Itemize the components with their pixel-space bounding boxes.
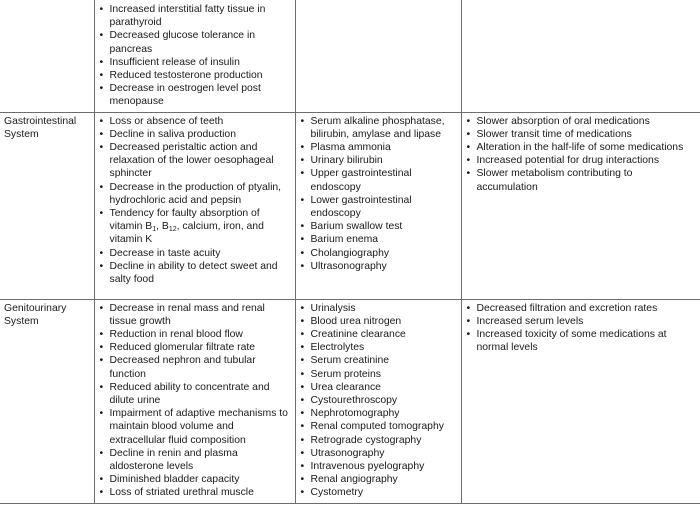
list-item: • Retrograde cystography — [300, 434, 457, 447]
list-item: • Serum creatinine — [300, 354, 457, 367]
list-item: • Increased interstitial fatty tissue in parathyroid — [99, 3, 291, 29]
list-item: • Electrolytes — [300, 341, 457, 354]
changes-list — [99, 3, 291, 109]
tests-list — [300, 302, 457, 500]
system-cell: Genitourinary System — [0, 299, 94, 503]
list-item: • Ultrasonography — [300, 260, 457, 273]
list-item: • Reduced testosterone production — [99, 69, 291, 82]
list-item: • Urea clearance — [300, 381, 457, 394]
list-item: • Decrease in taste acuity — [99, 247, 291, 260]
changes-list — [99, 302, 291, 500]
implications-cell — [461, 0, 700, 112]
list-item: • Plasma ammonia — [300, 141, 457, 154]
list-item: • Serum proteins — [300, 368, 457, 381]
list-item: • Impairment of adaptive mechanisms to maintain blood volume and extracellular fluid composition — [99, 407, 291, 447]
list-item: • Cystourethroscopy — [300, 394, 457, 407]
table-row-endocrine-continued — [0, 0, 700, 112]
list-item: • Decrease in oestrogen level post menopause — [99, 82, 291, 108]
list-item: • Reduced glomerular filtrate rate — [99, 341, 291, 354]
list-item: • Alteration in the half-life of some medications — [466, 141, 697, 154]
list-item: • Renal computed tomography — [300, 420, 457, 433]
list-item: • Loss or absence of teeth — [99, 115, 291, 128]
tests-list — [300, 115, 457, 273]
implications-cell — [461, 299, 700, 503]
subscript: 1 — [152, 226, 157, 234]
list-item: • Barium swallow test — [300, 220, 457, 233]
list-item: • Urinalysis — [300, 302, 457, 315]
list-item: • Decreased glucose tolerance in pancreas — [99, 29, 291, 55]
implications-list — [466, 302, 697, 355]
list-item: • Loss of striated urethral muscle — [99, 486, 291, 499]
list-item: • Slower metabolism contributing to accumulation — [466, 167, 697, 193]
list-item: • Insufficient release of insulin — [99, 56, 291, 69]
list-item: • Decline in ability to detect sweet and salty food — [99, 260, 291, 286]
list-item: • Decline in saliva production — [99, 128, 291, 141]
list-item: • Renal angiography — [300, 473, 457, 486]
tests-cell — [295, 299, 461, 503]
list-item: • Increased potential for drug interactions — [466, 154, 697, 167]
list-item: • Utrasonography — [300, 447, 457, 460]
list-item: • Barium enema — [300, 233, 457, 246]
list-item: • Decline in renin and plasma aldosterone levels — [99, 447, 291, 473]
list-item: • Reduced ability to concentrate and dilute urine — [99, 381, 291, 407]
list-item: • Decrease in the production of ptyalin, hydrochloric acid and pepsin — [99, 181, 291, 207]
list-item: • Slower transit time of medications — [466, 128, 697, 141]
list-item: • Increased toxicity of some medications at normal levels — [466, 328, 697, 354]
list-item: • Decreased filtration and excretion rates — [466, 302, 697, 315]
list-item: • Cystometry — [300, 486, 457, 499]
implications-cell — [461, 112, 700, 299]
tests-cell — [295, 112, 461, 299]
list-item: • Increased serum levels — [466, 315, 697, 328]
tests-cell — [295, 0, 461, 112]
list-item: • Cholangiography — [300, 247, 457, 260]
changes-cell — [94, 0, 295, 112]
system-cell — [0, 0, 94, 112]
implications-list — [466, 115, 697, 194]
list-item: • Blood urea nitrogen — [300, 315, 457, 328]
list-item: • Tendency for faulty absorption of vitamin $B_1$, $B_{12}$, calcium, iron, and vitamin K — [99, 207, 291, 247]
changes-cell — [94, 112, 295, 299]
list-item: • Slower absorption of oral medications — [466, 115, 697, 128]
list-item: • Nephrotomography — [300, 407, 457, 420]
list-item: • Serum alkaline phosphatase, bilirubin, amylase and lipase — [300, 115, 457, 141]
list-item: • Decrease in renal mass and renal tissue growth — [99, 302, 291, 328]
list-item: • Urinary bilirubin — [300, 154, 457, 167]
list-item: • Diminished bladder capacity — [99, 473, 291, 486]
changes-list — [99, 115, 291, 287]
list-item: • Upper gastrointestinal endoscopy — [300, 167, 457, 193]
list-item: • Creatinine clearance — [300, 328, 457, 341]
changes-cell — [94, 299, 295, 503]
list-item: • Lower gastrointestinal endoscopy — [300, 194, 457, 220]
list-item: • Decreased peristaltic action and relaxation of the lower oesophageal sphincter — [99, 141, 291, 181]
table-row-gastrointestinal — [0, 112, 700, 299]
subscript: 12 — [168, 226, 177, 234]
system-cell: Gastrointestinal System — [0, 112, 94, 299]
list-item: • Reduction in renal blood flow — [99, 328, 291, 341]
table-row-genitourinary — [0, 299, 700, 503]
list-item: • Decreased nephron and tubular function — [99, 354, 291, 380]
list-item: • Intravenous pyelography — [300, 460, 457, 473]
